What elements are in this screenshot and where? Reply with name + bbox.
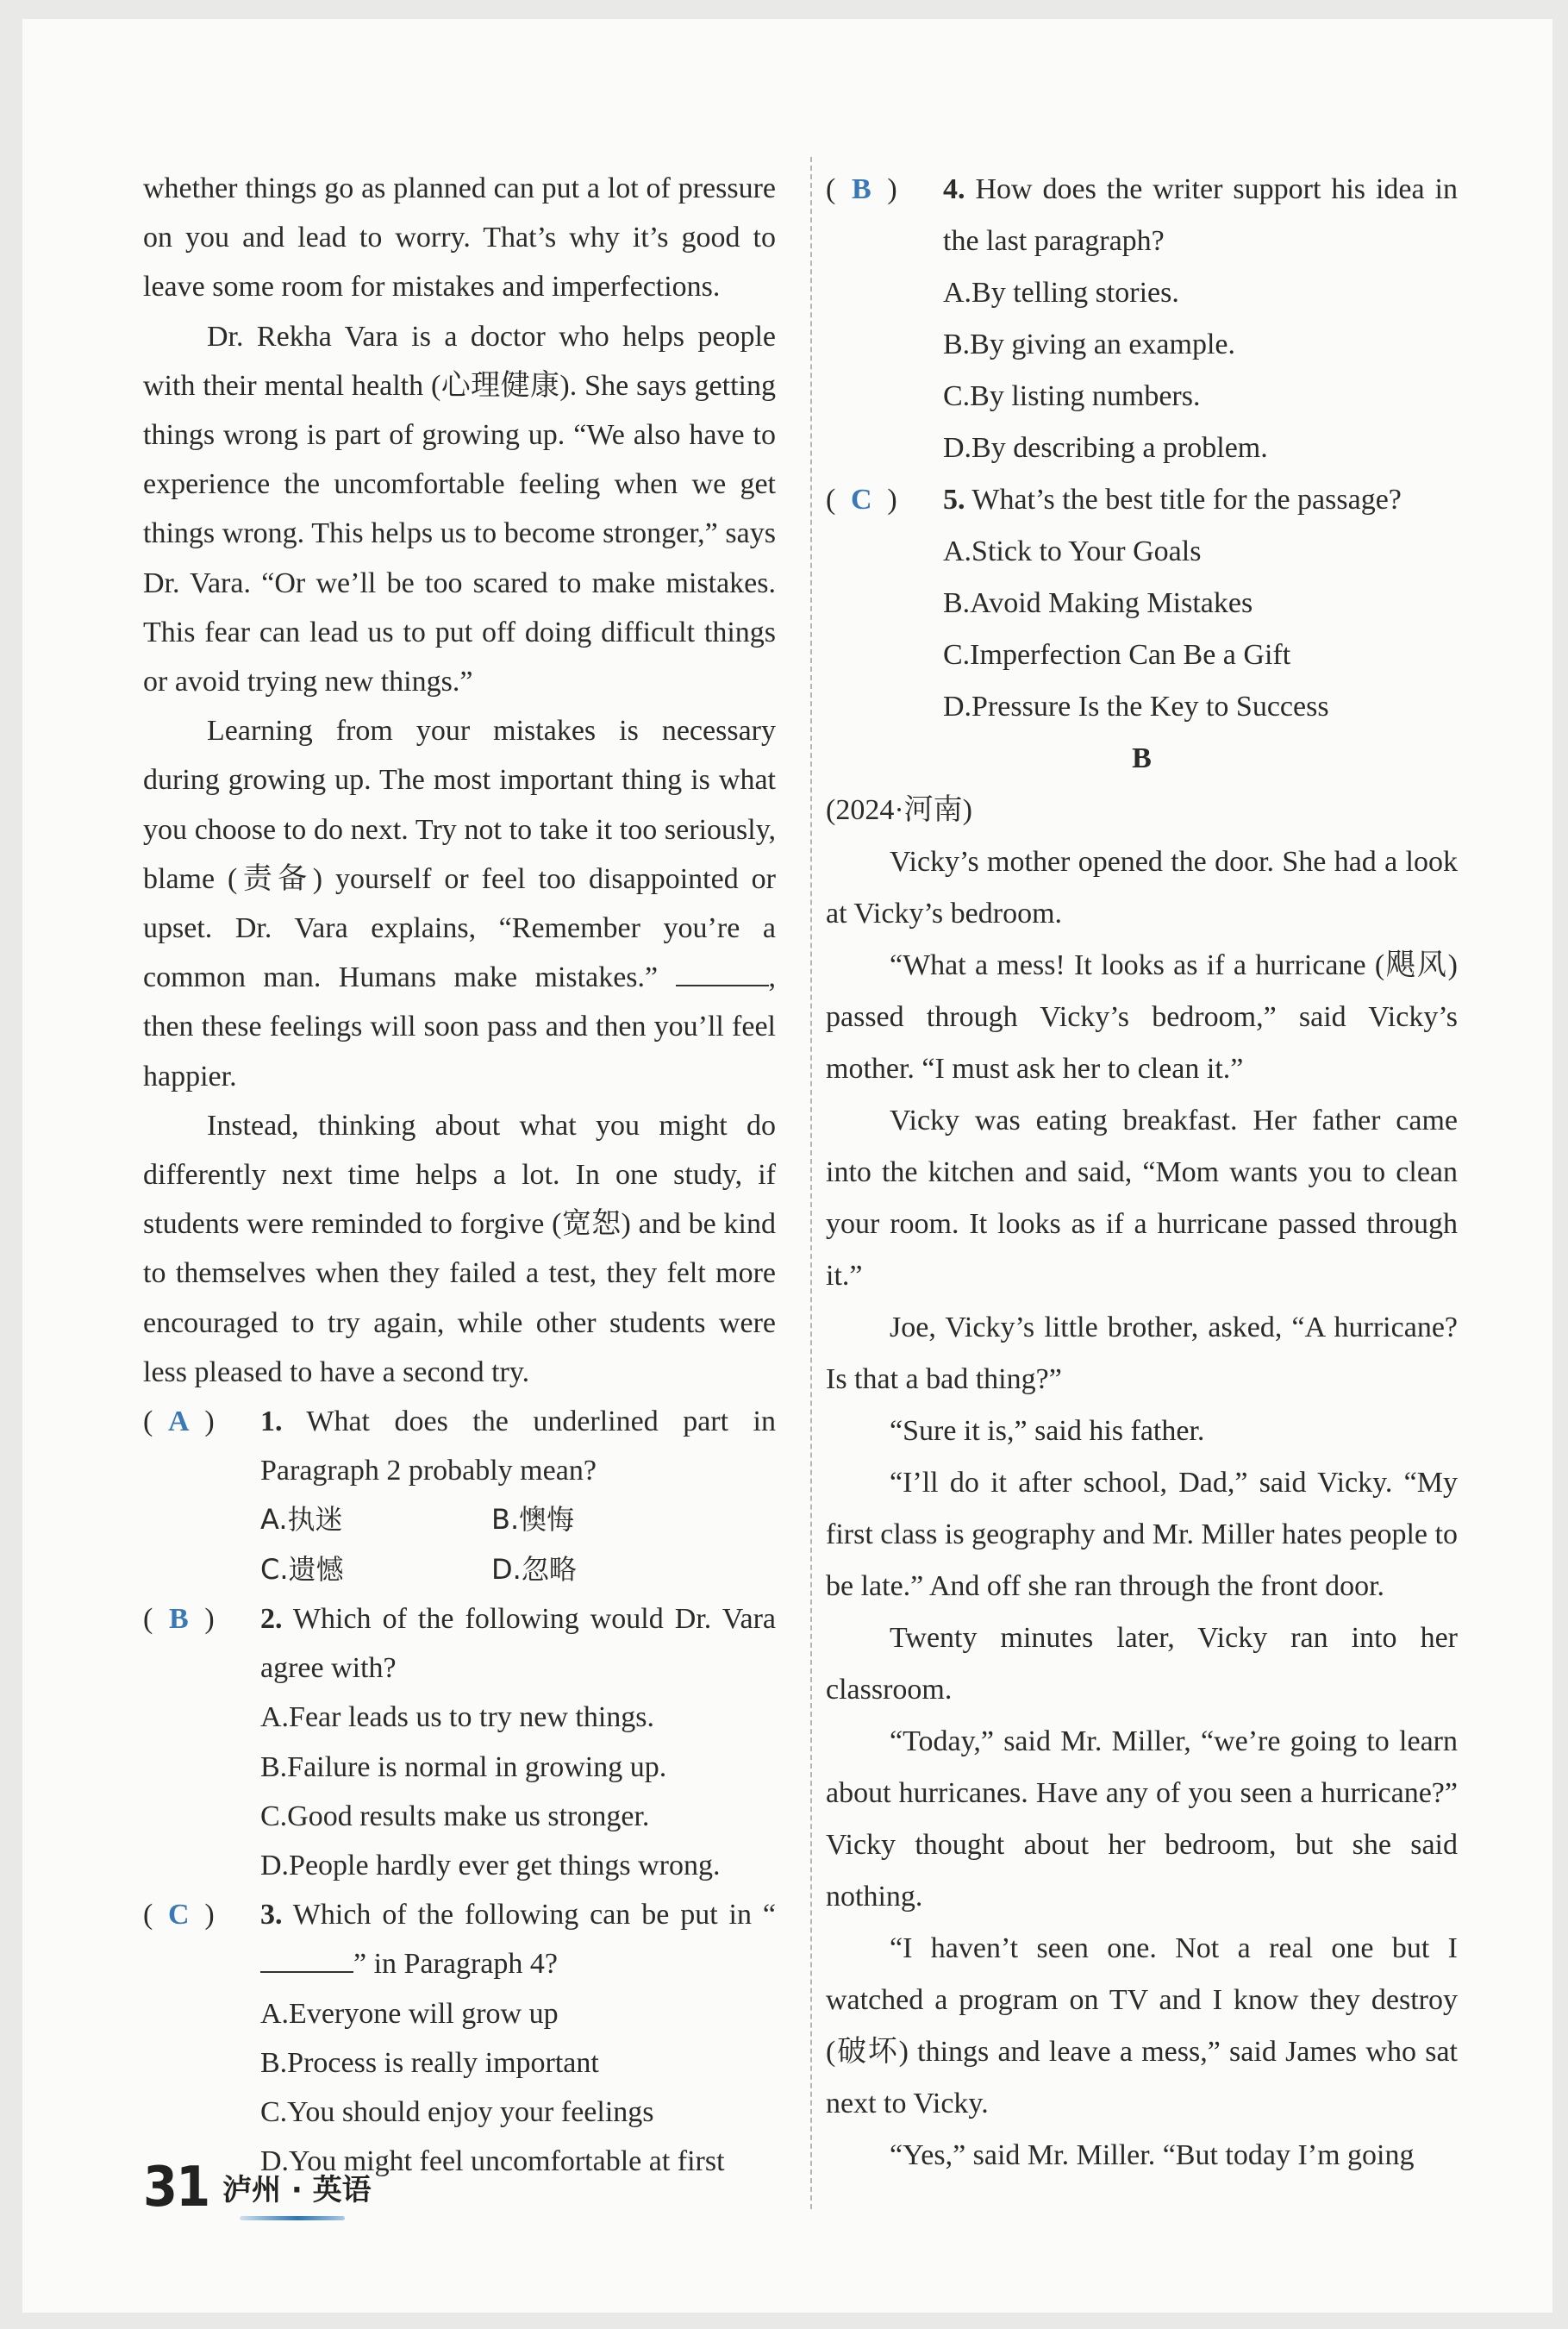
answer-letter: C	[168, 1899, 190, 1931]
worksheet-page	[22, 19, 1552, 2313]
option-c: C.遗憾	[260, 1552, 344, 1586]
question-stem: ” in Paragraph 4?	[353, 1948, 558, 1981]
fill-blank	[676, 959, 769, 986]
passage-paragraph: Vicky’s mother opened the door. She had a look at Vicky’s bedroom.	[826, 846, 1458, 930]
option-a: A.Fear leads us to try new things.	[260, 1701, 655, 1734]
answer-bracket: ( C )	[143, 1890, 215, 1939]
option-b: B.懊悔	[491, 1503, 575, 1537]
question-stem: What’s the best title for the passage?	[971, 484, 1402, 516]
section-title: B	[1132, 742, 1152, 774]
question-number: 4.	[943, 173, 965, 205]
option-d: D.You might feel uncomfortable at first	[260, 2145, 725, 2178]
question-4	[826, 164, 1458, 474]
passage-paragraph: whether things go as planned can put a lot of pressure on you and lead to worry. That’s why it’s good to leave some room for mistakes and imperfections.	[143, 172, 776, 304]
option-a: A.Stick to Your Goals	[943, 535, 1202, 567]
question-stem: Which of the following can be put in “	[292, 1899, 776, 1931]
question-number: 2.	[260, 1602, 283, 1635]
answer-bracket: ( B )	[826, 164, 897, 216]
question-5	[826, 474, 1458, 733]
option-a: A.执迷	[260, 1503, 343, 1537]
passage-paragraph: “I’ll do it after school, Dad,” said Vicky. “My first class is geography and Mr. Miller hates people to be late.” And off she ran through the front door.	[826, 1467, 1458, 1602]
passage-paragraph: Instead, thinking about what you might do differently next time helps a lot. In one study, if students were reminded to forgive (宽恕) and be kind to themselves when they failed a test, they felt more encouraged to try again, while other students were less pleased to have a second try.	[143, 1109, 776, 1388]
passage-paragraph: “Today,” said Mr. Miller, “we’re going to learn about hurricanes. Have any of you seen a hurricane?” Vicky thought about her bedroom, but she said nothing.	[826, 1725, 1458, 1913]
answer-letter: B	[851, 173, 871, 205]
passage-paragraph: “What a mess! It looks as if a hurricane (飓风) passed through Vicky’s bedroom,” said Vicky’s mother. “I must ask her to clean it.”	[826, 949, 1458, 1085]
passage-text: , then these feelings will soon pass and then you’ll feel happier.	[143, 961, 776, 1093]
passage-paragraph: Dr. Rekha Vara is a doctor who helps people with their mental health (心理健康). She says getting things wrong is part of growing up. “We also have to experience the uncomfortable feeling when we get things wrong. This helps us to become stronger,” says Dr. Vara. “Or we’ll be too scared to make mistakes. This fear can lead us to put off doing difficult things or avoid trying new things.”	[143, 320, 776, 698]
passage-paragraph: Vicky was eating breakfast. Her father came into the kitchen and said, “Mom wants you to clean your room. It looks as if a hurricane passed through it.”	[826, 1105, 1458, 1292]
question-1	[143, 1397, 776, 1594]
footer-accent-bar	[240, 2216, 345, 2220]
column-divider	[810, 157, 812, 2209]
option-b: B.Avoid Making Mistakes	[943, 587, 1253, 619]
answer-letter: C	[851, 484, 872, 516]
question-stem: How does the writer support his idea in the last paragraph?	[943, 173, 1458, 257]
passage-paragraph: “Sure it is,” said his father.	[890, 1415, 1205, 1447]
passage-text: Learning from your mistakes is necessary during growing up. The most important thing is what you choose to do next. Try not to take it too seriously, blame (责备) yourself or feel too disappointed or upset. Dr. Vara explains, “Remember you’re a common man. Humans make mistakes.”	[143, 715, 776, 994]
option-d: D.忽略	[491, 1552, 577, 1586]
answer-letter: B	[168, 1602, 189, 1635]
question-2	[143, 1594, 776, 1890]
option-c: C.By listing numbers.	[943, 380, 1201, 412]
option-c: C.Good results make us stronger.	[260, 1800, 650, 1832]
question-number: 3.	[260, 1899, 283, 1931]
passage-paragraph: Joe, Vicky’s little brother, asked, “A hurricane? Is that a bad thing?”	[826, 1312, 1458, 1395]
page-number: 31	[143, 2156, 209, 2219]
passage-paragraph-with-blank	[143, 706, 776, 1101]
option-b: B.Process is really important	[260, 2046, 599, 2079]
option-d: D.People hardly ever get things wrong.	[260, 1849, 721, 1881]
option-b: B.Failure is normal in growing up.	[260, 1750, 667, 1783]
question-3	[143, 1890, 776, 2186]
question-stem: What does the underlined part in Paragraph 2 probably mean?	[260, 1406, 776, 1487]
question-stem: Which of the following would Dr. Vara agree with?	[260, 1602, 776, 1685]
option-d: D.Pressure Is the Key to Success	[943, 691, 1329, 723]
answer-bracket: ( B )	[143, 1594, 215, 1643]
option-b: B.By giving an example.	[943, 329, 1236, 360]
source-label: (2024·河南)	[826, 794, 972, 826]
option-c: C.You should enjoy your feelings	[260, 2095, 654, 2128]
option-c: C.Imperfection Can Be a Gift	[943, 639, 1291, 671]
answer-bracket: ( C )	[826, 474, 897, 526]
option-a: A.By telling stories.	[943, 277, 1179, 309]
option-a: A.Everyone will grow up	[260, 1997, 559, 2030]
passage-paragraph: “Yes,” said Mr. Miller. “But today I’m going	[890, 2139, 1415, 2171]
fill-blank	[260, 1945, 353, 1973]
option-d: D.By describing a problem.	[943, 432, 1268, 464]
right-column	[826, 164, 1458, 2182]
book-label: 泸州 · 英语	[222, 2173, 372, 2207]
passage-paragraph: Twenty minutes later, Vicky ran into her classroom.	[826, 1622, 1458, 1706]
answer-letter: A	[168, 1406, 190, 1438]
question-number: 1.	[260, 1406, 283, 1438]
question-number: 5.	[943, 484, 965, 516]
passage-paragraph: “I haven’t seen one. Not a real one but I watched a program on TV and I know they destroy (破坏) things and leave a mess,” said James who sat next to Vicky.	[826, 1932, 1458, 2119]
answer-bracket: ( A )	[143, 1397, 215, 1446]
left-column	[143, 164, 776, 2186]
